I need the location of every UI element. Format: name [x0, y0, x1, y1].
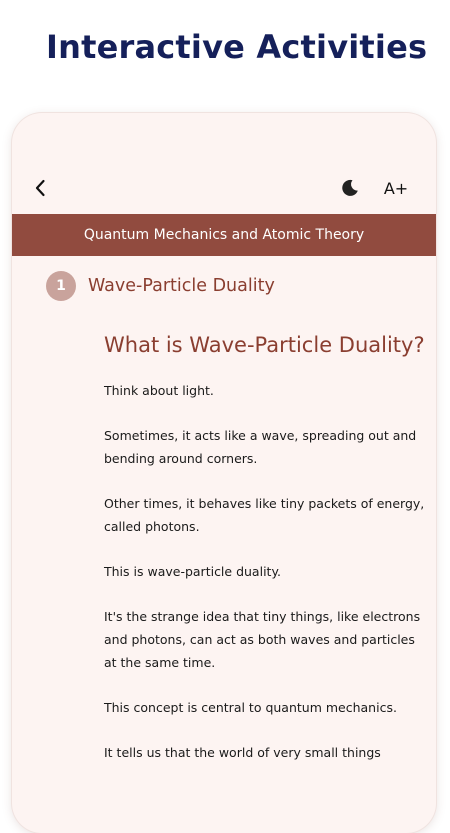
lesson-content	[104, 330, 426, 786]
lesson-title: Wave-Particle Duality	[88, 276, 275, 296]
paragraph: It tells us that the world of very small things	[104, 745, 381, 760]
moon-icon	[340, 178, 360, 198]
font-size-button[interactable]: A+	[383, 178, 409, 198]
course-title-bar	[12, 214, 436, 256]
paragraph: It's the strange idea that tiny things, like electrons and photons, can act as both waves and particles at the same time.	[104, 609, 421, 670]
paragraph: This is wave-particle duality.	[104, 564, 282, 579]
dark-mode-button[interactable]	[336, 174, 364, 202]
course-title: Quantum Mechanics and Atomic Theory	[83, 227, 365, 243]
lesson-number-badge: 1	[46, 271, 76, 301]
back-button[interactable]	[28, 173, 52, 203]
paragraph: Other times, it behaves like tiny packets of energy, called photons.	[104, 496, 425, 534]
top-toolbar	[12, 165, 436, 211]
paragraph: This concept is central to quantum mechanics.	[104, 700, 397, 715]
promo-title: Interactive Activities	[46, 28, 428, 66]
section-heading: What is Wave-Particle Duality?	[104, 333, 425, 357]
phone-screen	[12, 113, 436, 833]
paragraph: Sometimes, it acts like a wave, spreading out and bending around corners.	[104, 428, 417, 466]
lesson-header[interactable]	[46, 271, 275, 301]
paragraph: Think about light.	[104, 383, 214, 398]
chevron-left-icon	[34, 179, 46, 197]
